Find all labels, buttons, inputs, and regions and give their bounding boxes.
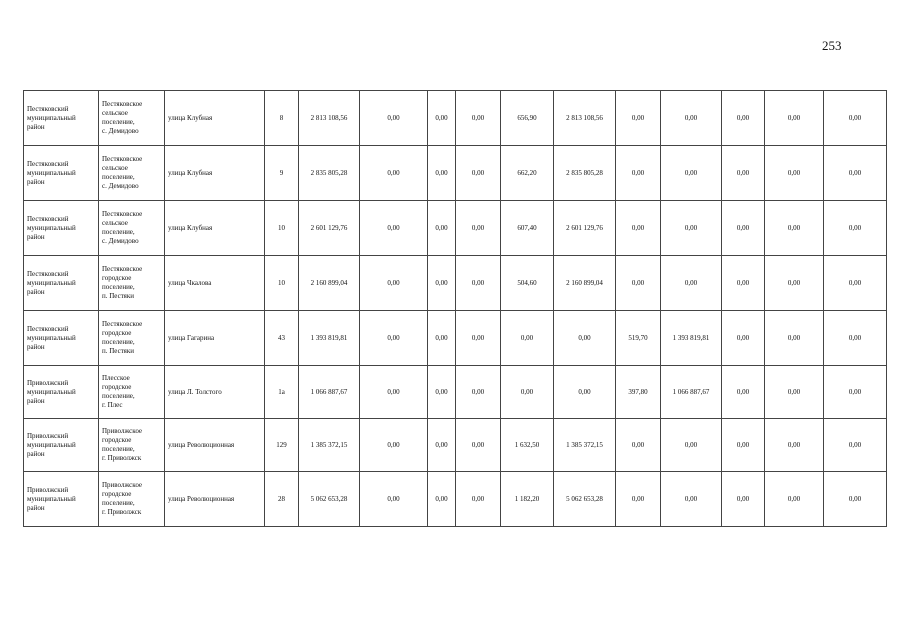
value-cell: 0,00 [661, 91, 722, 146]
street-cell: улица Клубная [165, 201, 265, 256]
settlement-cell-line: городское [102, 383, 132, 391]
district-cell-line: район [27, 396, 45, 405]
table-row [24, 472, 887, 527]
settlement-cell-line: поселение, [102, 445, 135, 453]
table-row [24, 146, 887, 201]
settlement-cell-line: сельское [102, 219, 128, 227]
value-cell: 0,00 [765, 146, 824, 201]
value-cell: 0,00 [824, 366, 887, 419]
settlement-cell-line: поселение, [102, 173, 135, 181]
value-cell: 0,00 [501, 366, 554, 419]
value-cell: 519,70 [616, 311, 661, 366]
settlement-cell-line: с. Демидово [102, 182, 139, 190]
value-cell: 1 385 372,15 [299, 419, 360, 472]
street-cell: улица Революционная [165, 472, 265, 527]
house-number-cell: 10 [265, 256, 299, 311]
value-cell: 0,00 [824, 146, 887, 201]
settlement-cell [99, 91, 165, 146]
value-cell: 0,00 [765, 201, 824, 256]
value-cell: 0,00 [428, 419, 456, 472]
street-cell: улица Клубная [165, 91, 265, 146]
value-cell: 0,00 [765, 419, 824, 472]
value-cell: 0,00 [456, 419, 501, 472]
value-cell: 2 160 899,04 [554, 256, 616, 311]
value-cell: 0,00 [616, 91, 661, 146]
settlement-cell-line: Пестяковское [102, 320, 143, 328]
value-cell: 0,00 [360, 201, 428, 256]
settlement-cell-line: Приволжское [102, 481, 143, 489]
district-cell-line: Приволжский [27, 378, 69, 387]
district-cell [24, 201, 99, 256]
value-cell: 2 813 108,56 [554, 91, 616, 146]
settlement-cell-line: с. Демидово [102, 237, 139, 245]
value-cell: 0,00 [456, 472, 501, 527]
value-cell: 2 813 108,56 [299, 91, 360, 146]
value-cell: 662,20 [501, 146, 554, 201]
district-cell-line: Приволжский [27, 431, 69, 440]
value-cell: 0,00 [765, 366, 824, 419]
district-cell-line: район [27, 232, 45, 241]
value-cell: 0,00 [616, 256, 661, 311]
district-cell-line: Пестяковский [27, 324, 69, 333]
value-cell: 2 835 805,28 [554, 146, 616, 201]
district-cell-line: район [27, 122, 45, 131]
settlement-cell-line: с. Демидово [102, 127, 139, 135]
district-cell-line: Пестяковский [27, 159, 69, 168]
house-number-cell: 10 [265, 201, 299, 256]
value-cell: 0,00 [360, 146, 428, 201]
settlement-cell-line: Пестяковское [102, 155, 143, 163]
value-cell: 0,00 [360, 311, 428, 366]
street-cell: улица Л. Толстого [165, 366, 265, 419]
value-cell: 0,00 [456, 311, 501, 366]
district-cell [24, 91, 99, 146]
value-cell: 0,00 [824, 201, 887, 256]
house-number-cell: 43 [265, 311, 299, 366]
value-cell: 0,00 [360, 472, 428, 527]
value-cell: 1 066 887,67 [661, 366, 722, 419]
table-row [24, 311, 887, 366]
district-cell-line: район [27, 177, 45, 186]
house-number-cell: 9 [265, 146, 299, 201]
settlement-cell-line: поселение, [102, 499, 135, 507]
value-cell: 607,40 [501, 201, 554, 256]
value-cell: 0,00 [765, 472, 824, 527]
settlement-cell [99, 256, 165, 311]
value-cell: 1 393 819,81 [299, 311, 360, 366]
settlement-cell-line: городское [102, 274, 132, 282]
value-cell: 397,80 [616, 366, 661, 419]
value-cell: 0,00 [428, 201, 456, 256]
district-cell-line: муниципальный [27, 440, 76, 449]
value-cell: 0,00 [722, 472, 765, 527]
settlement-cell-line: г. Плес [102, 401, 123, 409]
value-cell: 5 062 653,28 [299, 472, 360, 527]
settlement-cell-line: Плесское [102, 374, 130, 382]
settlement-cell-line: Приволжское [102, 427, 143, 435]
district-cell [24, 146, 99, 201]
value-cell: 0,00 [722, 146, 765, 201]
district-cell [24, 472, 99, 527]
value-cell: 0,00 [554, 311, 616, 366]
value-cell: 0,00 [501, 311, 554, 366]
table-row [24, 256, 887, 311]
value-cell: 2 601 129,76 [554, 201, 616, 256]
district-cell-line: Пестяковский [27, 269, 69, 278]
value-cell: 0,00 [616, 146, 661, 201]
value-cell: 0,00 [824, 472, 887, 527]
value-cell: 0,00 [360, 366, 428, 419]
value-cell: 0,00 [661, 472, 722, 527]
settlement-cell-line: поселение, [102, 283, 135, 291]
district-cell-line: муниципальный [27, 387, 76, 396]
value-cell: 1 393 819,81 [661, 311, 722, 366]
district-cell-line: муниципальный [27, 333, 76, 342]
settlement-cell-line: городское [102, 436, 132, 444]
district-cell [24, 419, 99, 472]
value-cell: 656,90 [501, 91, 554, 146]
settlement-cell [99, 472, 165, 527]
table-row [24, 366, 887, 419]
settlement-cell [99, 201, 165, 256]
settlement-cell-line: сельское [102, 164, 128, 172]
value-cell: 0,00 [722, 311, 765, 366]
district-cell-line: район [27, 503, 45, 512]
value-cell: 0,00 [428, 256, 456, 311]
street-cell: улица Гагарина [165, 311, 265, 366]
district-cell-line: район [27, 287, 45, 296]
value-cell: 0,00 [456, 256, 501, 311]
value-cell: 1 385 372,15 [554, 419, 616, 472]
settlement-cell [99, 366, 165, 419]
value-cell: 2 835 805,28 [299, 146, 360, 201]
district-cell-line: район [27, 342, 45, 351]
value-cell: 0,00 [616, 201, 661, 256]
district-cell-line: муниципальный [27, 223, 76, 232]
value-cell: 0,00 [722, 256, 765, 311]
value-cell: 0,00 [765, 256, 824, 311]
street-cell: улица Клубная [165, 146, 265, 201]
settlement-cell-line: Пестяковское [102, 265, 143, 273]
value-cell: 0,00 [722, 91, 765, 146]
value-cell: 0,00 [554, 366, 616, 419]
value-cell: 0,00 [428, 472, 456, 527]
value-cell: 5 062 653,28 [554, 472, 616, 527]
value-cell: 0,00 [456, 91, 501, 146]
value-cell: 504,60 [501, 256, 554, 311]
value-cell: 0,00 [765, 91, 824, 146]
value-cell: 0,00 [428, 146, 456, 201]
district-cell-line: муниципальный [27, 278, 76, 287]
settlement-cell-line: г. Приволжск [102, 508, 142, 516]
value-cell: 0,00 [765, 311, 824, 366]
house-number-cell: 129 [265, 419, 299, 472]
district-cell [24, 256, 99, 311]
value-cell: 0,00 [428, 366, 456, 419]
district-cell-line: муниципальный [27, 113, 76, 122]
settlement-cell-line: п. Пестяки [102, 292, 135, 300]
district-cell-line: муниципальный [27, 494, 76, 503]
value-cell: 0,00 [722, 366, 765, 419]
house-number-cell: 28 [265, 472, 299, 527]
value-cell: 0,00 [456, 146, 501, 201]
settlement-cell-line: поселение, [102, 118, 135, 126]
value-cell: 0,00 [661, 256, 722, 311]
value-cell: 0,00 [456, 366, 501, 419]
settlement-cell-line: поселение, [102, 338, 135, 346]
settlement-cell [99, 419, 165, 472]
table-row [24, 201, 887, 256]
value-cell: 1 182,20 [501, 472, 554, 527]
value-cell: 0,00 [456, 201, 501, 256]
value-cell: 0,00 [360, 256, 428, 311]
settlement-cell-line: городское [102, 490, 132, 498]
value-cell: 0,00 [722, 201, 765, 256]
district-cell-line: Приволжский [27, 485, 69, 494]
table-row [24, 91, 887, 146]
district-cell-line: район [27, 449, 45, 458]
value-cell: 0,00 [428, 91, 456, 146]
settlement-cell [99, 146, 165, 201]
settlement-cell-line: Пестяковское [102, 100, 143, 108]
page-number: 253 [822, 38, 842, 53]
house-number-cell: 8 [265, 91, 299, 146]
settlement-cell-line: поселение, [102, 392, 135, 400]
house-number-cell: 1а [265, 366, 299, 419]
value-cell: 0,00 [661, 419, 722, 472]
district-cell [24, 366, 99, 419]
settlement-cell-line: городское [102, 329, 132, 337]
settlement-cell-line: п. Пестяки [102, 347, 135, 355]
settlement-cell-line: г. Приволжск [102, 454, 142, 462]
district-cell-line: муниципальный [27, 168, 76, 177]
value-cell: 0,00 [360, 419, 428, 472]
value-cell: 0,00 [661, 146, 722, 201]
value-cell: 0,00 [824, 311, 887, 366]
settlement-cell-line: Пестяковское [102, 210, 143, 218]
value-cell: 0,00 [360, 91, 428, 146]
value-cell: 0,00 [616, 472, 661, 527]
value-cell: 0,00 [428, 311, 456, 366]
settlement-cell [99, 311, 165, 366]
settlement-cell-line: сельское [102, 109, 128, 117]
district-cell [24, 311, 99, 366]
settlement-cell-line: поселение, [102, 228, 135, 236]
value-cell: 1 632,50 [501, 419, 554, 472]
value-cell: 0,00 [661, 201, 722, 256]
value-cell: 2 601 129,76 [299, 201, 360, 256]
value-cell: 0,00 [824, 91, 887, 146]
value-cell: 0,00 [616, 419, 661, 472]
value-cell: 0,00 [824, 419, 887, 472]
street-cell: улица Революционная [165, 419, 265, 472]
district-cell-line: Пестяковский [27, 214, 69, 223]
value-cell: 1 066 887,67 [299, 366, 360, 419]
district-cell-line: Пестяковский [27, 104, 69, 113]
value-cell: 2 160 899,04 [299, 256, 360, 311]
street-cell: улица Чкалова [165, 256, 265, 311]
value-cell: 0,00 [722, 419, 765, 472]
table-row [24, 419, 887, 472]
value-cell: 0,00 [824, 256, 887, 311]
data-table [23, 90, 887, 527]
